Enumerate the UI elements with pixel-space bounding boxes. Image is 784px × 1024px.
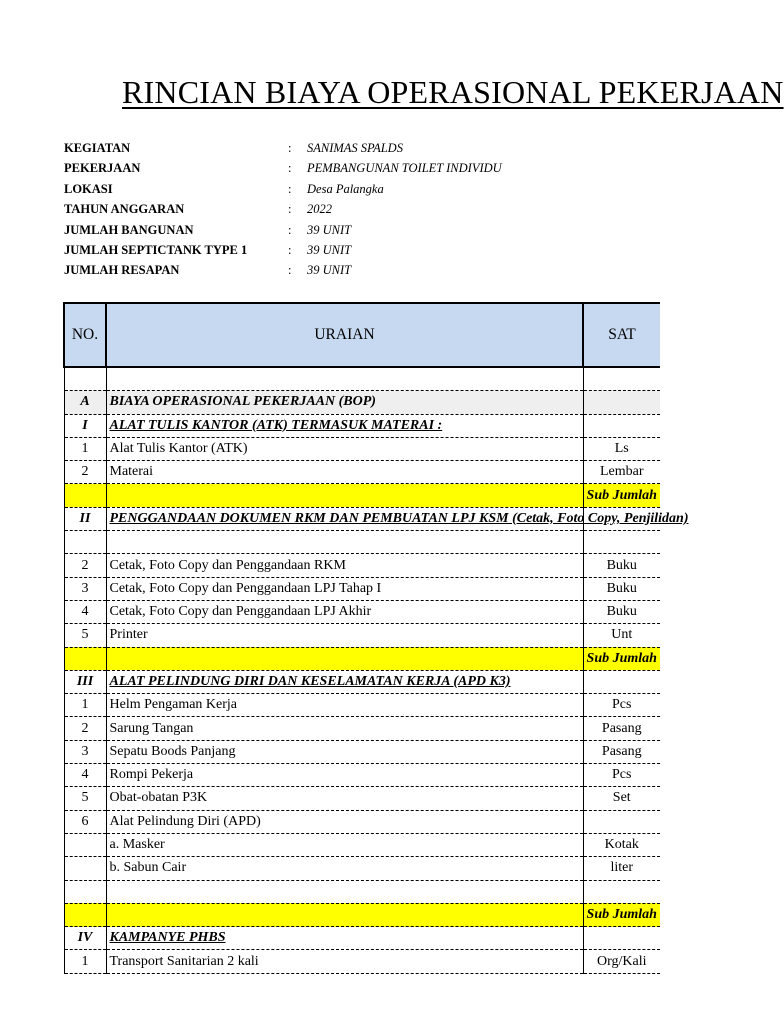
info-value: 39 UNIT bbox=[307, 263, 352, 278]
cell-sat: Pasang bbox=[583, 740, 660, 763]
cell-sat: liter bbox=[583, 857, 660, 880]
table-row bbox=[64, 624, 660, 647]
cell-sat bbox=[583, 391, 660, 414]
cell-no: 3 bbox=[64, 740, 106, 763]
cell-no: 1 bbox=[64, 694, 106, 717]
cell-no: 3 bbox=[64, 577, 106, 600]
cell-no bbox=[64, 531, 106, 554]
cell-sat: Lembar bbox=[583, 461, 660, 484]
info-value: Desa Palangka bbox=[307, 181, 384, 196]
subtotal-row bbox=[64, 484, 660, 507]
cell-uraian bbox=[106, 647, 583, 670]
info-colon: : bbox=[288, 141, 292, 155]
cell-no: 1 bbox=[64, 437, 106, 460]
cell-sat: Sub Jumlah bbox=[583, 647, 660, 670]
table-row bbox=[64, 554, 660, 577]
table-row bbox=[64, 717, 660, 740]
cell-no: A bbox=[64, 391, 106, 414]
info-colon: : bbox=[288, 202, 292, 217]
cell-uraian bbox=[106, 531, 583, 554]
table-row bbox=[64, 787, 660, 810]
table-row bbox=[64, 810, 660, 833]
table-row bbox=[64, 740, 660, 763]
table-row bbox=[64, 600, 660, 623]
info-colon: : bbox=[288, 222, 292, 237]
table-row bbox=[64, 880, 660, 903]
cell-no bbox=[64, 903, 106, 926]
info-label: KEGIATAN bbox=[64, 141, 131, 155]
table-row bbox=[64, 950, 660, 973]
header-no: NO. bbox=[64, 303, 106, 367]
cell-uraian: Sepatu Boods Panjang bbox=[106, 740, 583, 763]
table-row bbox=[64, 531, 660, 554]
cell-no bbox=[64, 647, 106, 670]
section-row bbox=[64, 670, 660, 693]
cell-sat: Pcs bbox=[583, 694, 660, 717]
table-row bbox=[64, 694, 660, 717]
header-sat: SAT bbox=[583, 303, 660, 367]
cell-uraian: Helm Pengaman Kerja bbox=[106, 694, 583, 717]
cell-no: 4 bbox=[64, 600, 106, 623]
section-row bbox=[64, 414, 660, 437]
table-row bbox=[64, 764, 660, 787]
cell-uraian bbox=[106, 903, 583, 926]
cell-uraian: Cetak, Foto Copy dan Penggandaan LPJ Tahap I bbox=[106, 577, 583, 600]
cell-uraian: Obat-obatan P3K bbox=[106, 787, 583, 810]
cell-no: 2 bbox=[64, 717, 106, 740]
cell-no: 6 bbox=[64, 810, 106, 833]
cell-uraian: a. Masker bbox=[106, 833, 583, 856]
info-colon: : bbox=[288, 161, 292, 176]
cell-sat bbox=[583, 367, 660, 391]
table-row bbox=[64, 437, 660, 460]
cell-no: III bbox=[64, 670, 106, 693]
table-row bbox=[64, 367, 660, 391]
cell-uraian: Printer bbox=[106, 624, 583, 647]
cell-uraian bbox=[106, 367, 583, 391]
cell-uraian: Materai bbox=[106, 461, 583, 484]
info-colon: : bbox=[288, 263, 292, 278]
cell-sat: Buku bbox=[583, 554, 660, 577]
cell-sat bbox=[583, 414, 660, 437]
cell-sat bbox=[583, 670, 660, 693]
table-row bbox=[64, 461, 660, 484]
section-row bbox=[64, 391, 660, 414]
cell-uraian: Alat Tulis Kantor (ATK) bbox=[106, 437, 583, 460]
info-label: TAHUN ANGGARAN bbox=[64, 202, 185, 217]
table-row bbox=[64, 857, 660, 880]
cell-no bbox=[64, 857, 106, 880]
header-uraian: URAIAN bbox=[106, 303, 583, 367]
cell-no: 5 bbox=[64, 624, 106, 647]
info-label: JUMLAH BANGUNAN bbox=[64, 222, 194, 237]
section-row bbox=[64, 507, 660, 530]
cell-uraian: Rompi Pekerja bbox=[106, 764, 583, 787]
cell-sat: Kotak bbox=[583, 833, 660, 856]
subtotal-row bbox=[64, 903, 660, 926]
document-title: RINCIAN BIAYA OPERASIONAL PEKERJAAN bbox=[122, 74, 784, 110]
cell-no: I bbox=[64, 414, 106, 437]
cell-sat: Buku bbox=[583, 600, 660, 623]
cell-no bbox=[64, 367, 106, 391]
cell-sat bbox=[583, 531, 660, 554]
cell-no: 2 bbox=[64, 461, 106, 484]
cell-uraian: Transport Sanitarian 2 kali bbox=[106, 950, 583, 973]
cell-no: IV bbox=[64, 927, 106, 950]
cell-sat bbox=[583, 927, 660, 950]
info-value: SANIMAS SPALDS bbox=[307, 141, 403, 155]
table-header-row bbox=[64, 303, 660, 367]
cost-table bbox=[63, 302, 689, 974]
cell-sat: Set bbox=[583, 787, 660, 810]
info-label: LOKASI bbox=[64, 181, 113, 196]
cell-no: 4 bbox=[64, 764, 106, 787]
cell-no: 2 bbox=[64, 554, 106, 577]
cell-sat: Pasang bbox=[583, 717, 660, 740]
cell-uraian: Cetak, Foto Copy dan Penggandaan LPJ Akhir bbox=[106, 600, 583, 623]
info-value: 2022 bbox=[307, 202, 332, 217]
cell-sat: Unt bbox=[583, 624, 660, 647]
cell-uraian: PENGGANDAAN DOKUMEN RKM DAN PEMBUATAN LPJ KSM (Cetak, Foto Copy, Penjilidan) bbox=[106, 507, 583, 530]
cell-sat bbox=[583, 880, 660, 903]
table-row bbox=[64, 833, 660, 856]
cell-no: 1 bbox=[64, 950, 106, 973]
cell-uraian: Cetak, Foto Copy dan Penggandaan RKM bbox=[106, 554, 583, 577]
info-label: JUMLAH SEPTICTANK TYPE 1 bbox=[64, 242, 248, 257]
info-value: PEMBANGUNAN TOILET INDIVIDU bbox=[307, 161, 502, 176]
cell-sat: Ls bbox=[583, 437, 660, 460]
cell-no bbox=[64, 880, 106, 903]
info-value: 39 UNIT bbox=[307, 242, 352, 257]
cell-no: 5 bbox=[64, 787, 106, 810]
cell-uraian: BIAYA OPERASIONAL PEKERJAAN (BOP) bbox=[106, 391, 583, 414]
info-colon: : bbox=[288, 242, 292, 257]
info-value: 39 UNIT bbox=[307, 222, 352, 237]
cell-sat: Sub Jumlah bbox=[583, 903, 660, 926]
cell-uraian: b. Sabun Cair bbox=[106, 857, 583, 880]
info-label: JUMLAH RESAPAN bbox=[64, 263, 180, 278]
cell-no bbox=[64, 484, 106, 507]
cell-uraian: Sarung Tangan bbox=[106, 717, 583, 740]
cell-no: II bbox=[64, 507, 106, 530]
info-colon: : bbox=[288, 181, 292, 196]
cell-uraian bbox=[106, 484, 583, 507]
cell-uraian: ALAT TULIS KANTOR (ATK) TERMASUK MATERAI : bbox=[106, 414, 583, 437]
info-label: PEKERJAAN bbox=[64, 161, 141, 176]
cell-uraian bbox=[106, 880, 583, 903]
subtotal-row bbox=[64, 647, 660, 670]
cell-sat: Pcs bbox=[583, 764, 660, 787]
cell-sat: Buku bbox=[583, 577, 660, 600]
cell-sat: Org/Kali bbox=[583, 950, 660, 973]
cell-uraian: ALAT PELINDUNG DIRI DAN KESELAMATAN KERJA (APD K3) bbox=[106, 670, 583, 693]
table-row bbox=[64, 577, 660, 600]
cell-sat bbox=[583, 810, 660, 833]
cell-uraian: Alat Pelindung Diri (APD) bbox=[106, 810, 583, 833]
cell-no bbox=[64, 833, 106, 856]
cell-uraian: KAMPANYE PHBS bbox=[106, 927, 583, 950]
section-row bbox=[64, 927, 660, 950]
cell-sat: Sub Jumlah bbox=[583, 484, 660, 507]
